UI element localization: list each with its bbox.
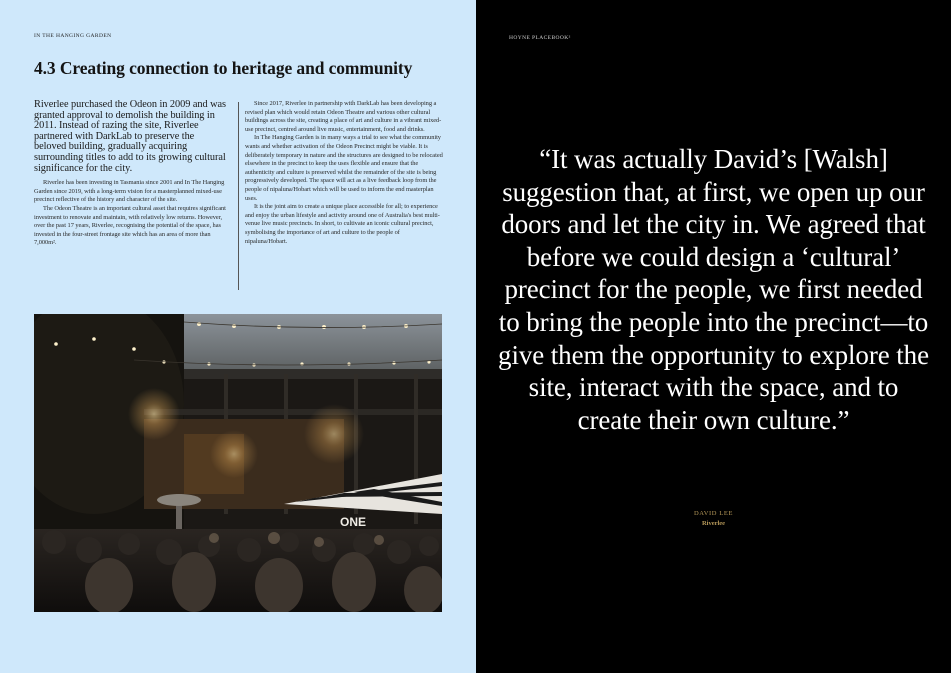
attribution-organisation: Riverlee <box>701 520 726 527</box>
crowd-at-night-photo <box>34 314 442 612</box>
body-paragraph: Since 2017, Riverlee in partnership with DarkLab has been developing a revised plan which would retain Odeon Theatre and various other cultural buildings across the site, creating a place of art and culture in a vibrant mixed-use precinct, centred around live music, entertainment, food and drinks. <box>245 100 442 133</box>
text-column-right <box>245 100 443 246</box>
section-title: 4.3 Creating connection to heritage and community <box>34 58 413 78</box>
photo-illustration <box>34 314 442 612</box>
attribution-name: DAVID LEE <box>693 510 734 517</box>
text-column-left <box>34 100 226 248</box>
photo-sign: ONE <box>340 515 367 529</box>
column-divider <box>238 102 239 290</box>
body-paragraph: Riverlee has been investing in Tasmania since 2001 and In The Hanging Garden since 2019, with a long-term vision for a masterplanned mixed-use precinct reflective of the history and character of the site. <box>34 179 225 204</box>
body-paragraph: The Odeon Theatre is an important cultural asset that requires significant investment to renovate and maintain, with relatively low returns. However, over the past 17 years, Riverlee, recognising the potential of the space, has invested in the four-street frontage site which has an area of more than 7,000m². <box>34 204 226 247</box>
running-head-right: HOYNE PLACEBOOK² <box>509 35 571 41</box>
lead-paragraph: Riverlee purchased the Odeon in 2009 and was granted approval to demolish the building in 2011. Instead of razing the site, Riverlee partnered with DarkLab to preserve the beloved building, gradually acquiring surrounding titles to add to its growing cultural significance for the city. <box>34 99 226 174</box>
pull-quote: “It was actually David’s [Walsh] suggestion that, at first, we open up our doors and let the city in. We agreed that before we could design a ‘cultural’ precinct for the people, we first needed to bring the people into the precinct—to give them the opportunity to explore the site, interact with the space, and to create their own culture.” <box>498 144 929 435</box>
running-head-left: IN THE HANGING GARDEN <box>34 33 112 39</box>
right-page <box>476 0 951 673</box>
body-paragraph: It is the joint aim to create a unique place accessible for all; to experience and enjoy the urban lifestyle and activity around one of Australia's best multi-venue live music precincts. In short, to cultivate an iconic cultural precinct, symbolising the importance of art and culture to the people of nipaluna/Hobart. <box>245 203 440 245</box>
body-paragraph: In The Hanging Garden is in many ways a trial to see what the community wants and whether activation of the Odeon Precinct might be viable. It is deliberately temporary in nature and the structures are designed to be relocated elsewhere in the precinct to keep the uses flexible and ensure that the authenticity and culture is preserved whilst the remainder of the site is being progressively developed. The space will act as a live feedback loop from the people of nipaluna/Hobart which will be used to inform the end masterplan uses. <box>245 134 443 202</box>
